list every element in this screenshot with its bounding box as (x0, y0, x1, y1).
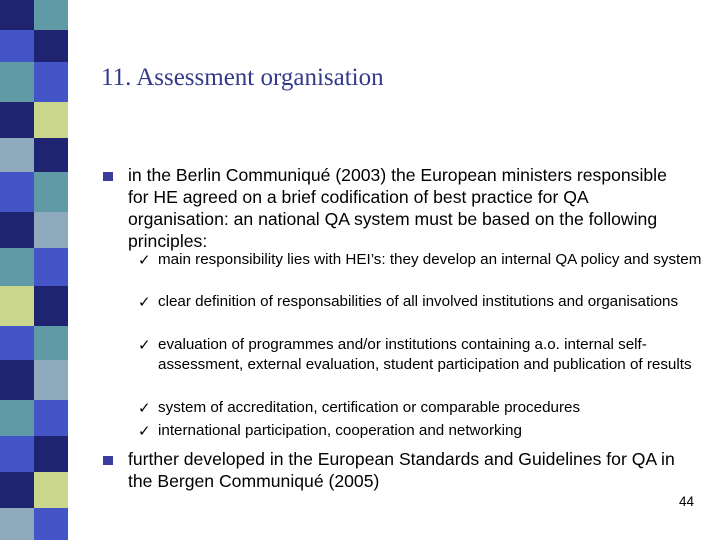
sub-bullet-text: main responsibility lies with HEI’s: they develop an internal QA policy and system (158, 251, 702, 268)
stripe-block (0, 62, 34, 102)
stripe-block (0, 102, 34, 138)
stripe-block (34, 360, 68, 400)
check-mark-icon: ✓ (138, 399, 151, 417)
check-mark-icon: ✓ (138, 336, 151, 354)
stripe-block (0, 248, 34, 286)
stripe-block (34, 138, 68, 172)
stripe-block (34, 62, 68, 102)
square-bullet-icon (103, 172, 113, 181)
stripe-block (0, 436, 34, 472)
stripe-block (34, 172, 68, 212)
stripe-block (0, 212, 34, 248)
stripe-block (34, 102, 68, 138)
sub-bullet-text: clear definition of responsabilities of all involved institutions and organisations (158, 293, 679, 310)
check-mark-icon: ✓ (138, 293, 151, 311)
page-number: 44 (678, 494, 694, 509)
check-mark-icon: ✓ (138, 422, 151, 440)
stripe-block (34, 212, 68, 248)
stripe-block (34, 508, 68, 540)
sub-bullet-text: evaluation of programmes and/or institutions containing a.o. internal self-assessment, external evaluation, student participation and publication of results (158, 336, 692, 373)
stripe-block (0, 326, 34, 360)
stripe-block (34, 0, 68, 30)
slide-title: 11. Assessment organisation (101, 64, 384, 91)
stripe-block (0, 172, 34, 212)
sub-bullet-text: system of accreditation, certification or comparable procedures (158, 399, 581, 416)
square-bullet-icon (103, 456, 113, 465)
stripe-block (0, 138, 34, 172)
stripe-block (0, 30, 34, 62)
bullet-text: further developed in the European Standards and Guidelines for QA in the Bergen Communiqué (2005) (128, 449, 675, 491)
bullet-text: in the Berlin Communiqué (2003) the European ministers responsible for HE agreed on a brief codification of best practice for QA organisation: an national QA system must be based on the following principles: (128, 165, 667, 251)
stripe-block (0, 472, 34, 508)
decorative-stripe (0, 0, 68, 540)
stripe-block (34, 248, 68, 286)
stripe-block (0, 360, 34, 400)
check-mark-icon: ✓ (138, 251, 151, 269)
stripe-block (34, 436, 68, 472)
stripe-block (34, 472, 68, 508)
stripe-block (34, 400, 68, 436)
stripe-block (0, 286, 34, 326)
sub-bullet-text: international participation, cooperation and networking (158, 422, 522, 439)
stripe-block (34, 286, 68, 326)
stripe-block (0, 400, 34, 436)
stripe-block (34, 30, 68, 62)
stripe-block (34, 326, 68, 360)
stripe-block (0, 0, 34, 30)
stripe-block (0, 508, 34, 540)
